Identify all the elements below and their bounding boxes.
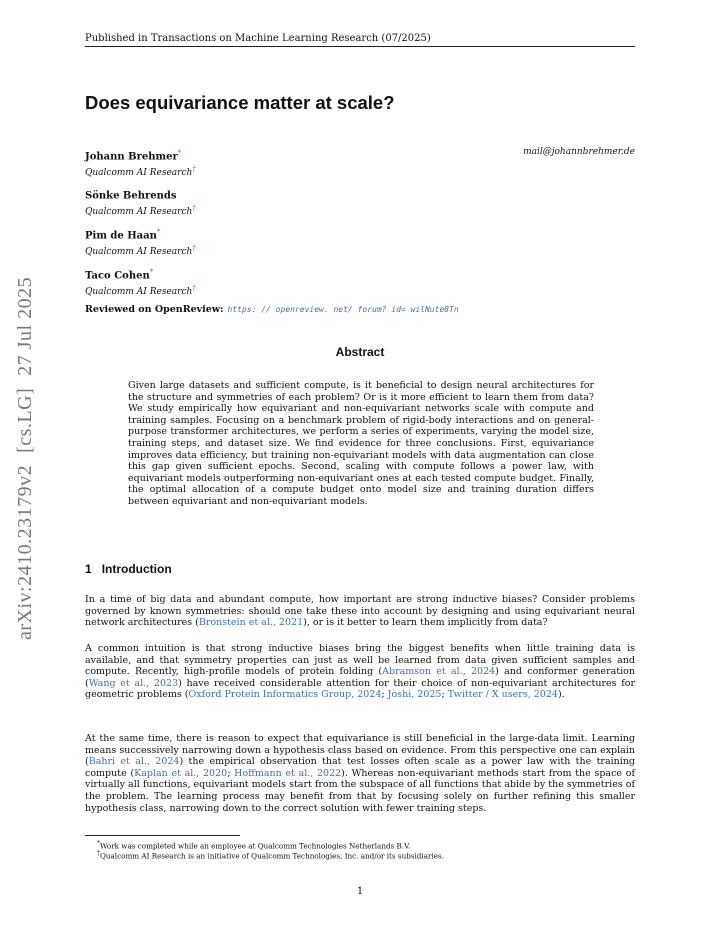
citation-link[interactable]: Joshi, 2025 <box>387 689 442 701</box>
paragraph-text: ), or is it better to learn them implicitly from data? <box>303 617 548 629</box>
citation-link[interactable]: Hoffmann et al., 2022 <box>234 767 342 779</box>
citation-link[interactable]: Kaplan et al., 2020 <box>134 767 228 779</box>
citation-link[interactable]: Bronstein et al., 2021 <box>198 617 304 629</box>
paragraph-text: ) and conformer generation ( <box>85 666 635 689</box>
arxiv-id: arXiv:2410.23179v2 <box>14 464 36 640</box>
section-title: Introduction <box>101 562 172 576</box>
paragraph-text: ). Whereas non-equivariant methods start from the space of virtually all functions, equivariant models start from the subspace of all functions that abide by the symmetries of the problem. The learning process may benefit from that by focusing solely on further refining this smaller hypothesis class, narrowing down to the correct solution with fewer training steps. <box>85 767 635 814</box>
author-block <box>85 186 196 218</box>
affiliation-mark: † <box>192 204 196 213</box>
author-affiliation: Qualcomm AI Research <box>85 287 193 298</box>
author-block <box>85 147 196 179</box>
abstract-text: Given large datasets and sufficient compute, is it beneficial to design neural architectures for the structure and symmetries of each problem? Or is it more efficient to learn them from data? We study empirically how equivariant and non-equivariant networks scale with compute and training samples. Focusing on a benchmark problem of rigid-body interactions and on general-purpose transformer architectures, we perform a series of experiments, varying the model size, training steps, and dataset size. We find evidence for three conclusions. First, equivariance improves data efficiency, but training non-equivariant models with data augmentation can close this gap given sufficient epochs. Second, scaling with compute follows a power law, with equivariant models outperforming non-equivariant ones at each tested compute budget. Finally, the optimal allocation of a compute budget onto model size and training duration differs between equivariant and non-equivariant models. <box>128 380 594 507</box>
review-line <box>85 304 459 315</box>
running-head: Published in Transactions on Machine Learning Research (07/2025) <box>85 33 635 47</box>
citation-link[interactable]: Abramson et al., 2024 <box>382 666 496 678</box>
affiliation-mark: † <box>192 165 196 174</box>
citation-link[interactable]: Oxford Protein Informatics Group, 2024 <box>188 689 382 701</box>
author-affiliation: Qualcomm AI Research <box>85 207 193 218</box>
footnote-text: Qualcomm AI Research is an initiative of Qualcomm Technologies, Inc. and/or its subsidiaries. <box>100 851 444 861</box>
citation-link[interactable]: Twitter / X users, 2024 <box>447 689 558 701</box>
affiliation-mark: † <box>192 244 196 253</box>
review-label: Reviewed on OpenReview: <box>85 304 224 315</box>
author-block <box>85 226 196 258</box>
paragraph-text: ). <box>557 689 565 701</box>
intro-paragraph-1 <box>85 594 635 629</box>
arxiv-category: [cs.LG] <box>14 387 36 453</box>
paragraph-text: ) have received considerable attention for their choice of non-equivariant architectures for geometric problems ( <box>85 677 635 701</box>
section-number: 1 <box>85 562 92 576</box>
footnote-mark: † <box>97 850 100 857</box>
footnote-divider <box>85 835 240 836</box>
author-affiliation: Qualcomm AI Research <box>85 168 193 179</box>
author-email[interactable]: mail@johannbrehmer.de <box>523 147 635 157</box>
author-name: Taco Cohen <box>85 270 150 282</box>
arxiv-stamp <box>14 265 37 640</box>
openreview-link[interactable]: https: // openreview. net/ forum? id= wilNute8Tn <box>227 305 459 314</box>
abstract-heading: Abstract <box>335 345 385 359</box>
paragraph-text: ) the empirical observation that test losses often scale as a power law with the training compute ( <box>85 756 636 779</box>
paragraph-text: In a time of big data and abundant compute, how important are strong inductive biases? Consider problems governed by known symmetries: should one take these into account by designing and using equivariant neural network architectures ( <box>85 594 635 629</box>
section-heading <box>85 562 172 576</box>
author-name: Johann Brehmer <box>85 151 178 163</box>
footnote-text: Work was completed while an employee at Qualcomm Technologies Netherlands B.V. <box>100 841 411 851</box>
author-mark: * <box>177 149 182 157</box>
paragraph-text: ; <box>441 689 448 701</box>
citation-link[interactable]: Bahri et al., 2024 <box>88 756 180 768</box>
arxiv-date: 27 Jul 2025 <box>14 276 36 376</box>
intro-paragraph-2 <box>85 643 635 701</box>
paragraph-text: At the same time, there is reason to expect that equivariance is still beneficial in the large-data limit. Learning means successively narrowing down a hypothesis class based on evidence. From this perspective one can explain ( <box>85 733 635 768</box>
paragraph-text: ; <box>381 689 388 701</box>
author-mark: * <box>156 228 161 236</box>
author-affiliation: Qualcomm AI Research <box>85 247 193 258</box>
author-mark: * <box>149 268 154 276</box>
author-block <box>85 266 196 298</box>
footnote-mark: * <box>97 840 100 847</box>
intro-paragraph-3 <box>85 733 635 814</box>
page-number: 1 <box>356 886 364 897</box>
paper-title: Does equivariance matter at scale? <box>85 92 395 113</box>
paragraph-text: A common intuition is that strong inductive biases bring the biggest benefits when little training data is available, and that symmetry properties can just as well be learned from data given sufficient samples and compute. Recently, high-profile models of protein folding ( <box>85 643 635 678</box>
citation-link[interactable]: Wang et al., 2023 <box>88 677 179 689</box>
paragraph-text: ; <box>227 767 235 779</box>
affiliation-mark: † <box>192 284 196 293</box>
footnote <box>97 849 444 860</box>
author-name: Pim de Haan <box>85 230 157 242</box>
author-name: Sönke Behrends <box>85 190 177 202</box>
